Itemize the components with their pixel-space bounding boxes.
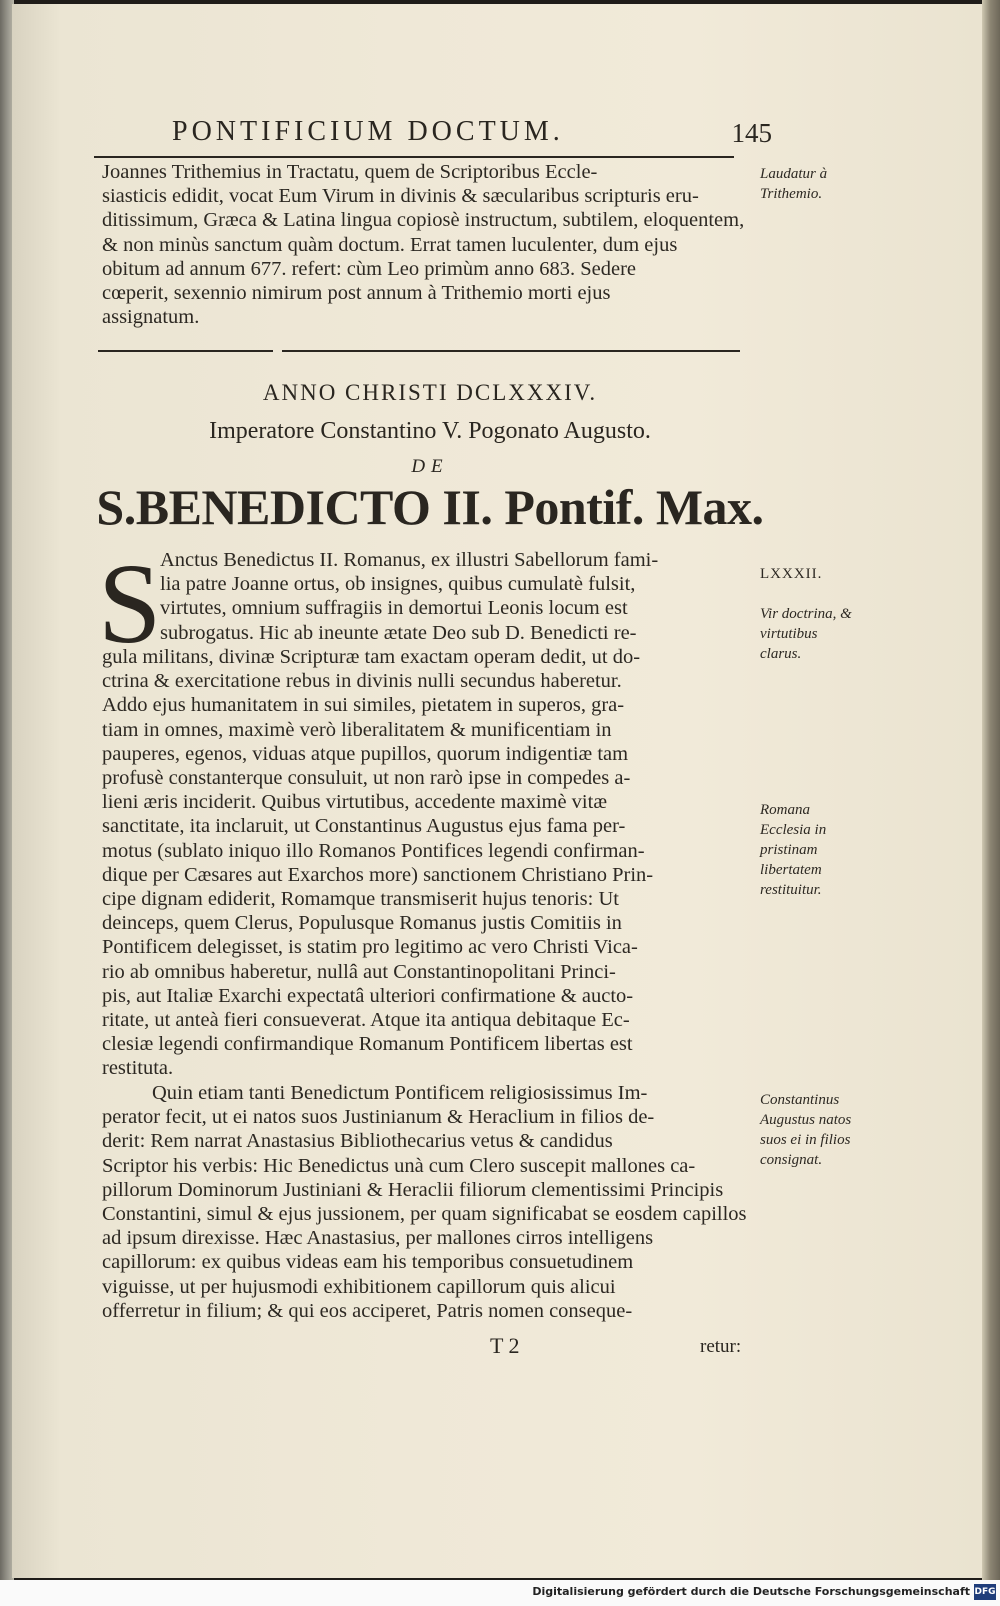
text-line: assignatum.: [102, 306, 200, 329]
text-line: viguisse, ut per hujusmodi exhibitionem capillorum quis alicui: [102, 1275, 616, 1298]
intro-paragraph: [102, 160, 752, 329]
header-rule: [94, 156, 734, 158]
text-line: cipe dignam ediderit, Romamque transmiserit hujus tenoris: Ut: [102, 888, 619, 911]
text-line: & non minùs sanctum quàm doctum. Errat tamen luculenter, dum ejus: [102, 233, 678, 256]
text-line: restituta.: [102, 1057, 174, 1080]
footer-credit: Digitalisierung gefördert durch die Deutsche Forschungsgemeinschaft: [532, 1585, 970, 1598]
page-number: 145: [731, 118, 772, 148]
text-line: tiam in omnes, maximè verò liberalitatem & munificentiam in: [102, 718, 612, 741]
text-line: Anctus Benedictus II. Romanus, ex illustri Sabellorum fami-: [160, 549, 659, 571]
text-line: dique per Cæsares aut Exarchos more) sanctionem Christiano Prin-: [102, 863, 654, 886]
footer-bar: [0, 1580, 1000, 1606]
text-line: virtutes, omnium suffragiis in demortui Leonis locum est: [160, 597, 628, 620]
text-line: perator fecit, ut ei natos suos Justinianum & Heraclium in filios de-: [102, 1106, 655, 1129]
text-line: ctrina & exercitatione rebus in divinis nulli secundus haberetur.: [102, 670, 622, 693]
text-line: ditissimum, Græca & Latina lingua copiosè instructum, subtilem, eloquentem,: [102, 209, 745, 232]
dfg-logo-icon: DFG: [974, 1584, 996, 1600]
drop-cap: S: [98, 540, 162, 667]
text-line: pis, aut Italiæ Exarchi expectatâ ulteriori confirmatione & aucto-: [102, 984, 634, 1007]
text-line: cœperit, sexennio nimirum post annum à Trithemio morti ejus: [102, 282, 611, 305]
text-line: Quin etiam tanti Benedictum Pontificem religiosissimus Im-: [152, 1082, 648, 1104]
text-line: deinceps, quem Clerus, Populusque Romanus justis Comitiis in: [102, 912, 622, 935]
text-line: Scriptor his verbis: Hic Benedictus unà cum Clero suscepit mallones ca-: [102, 1154, 696, 1177]
chapter-title: S.BENEDICTO II. Pontif. Max.: [96, 479, 764, 535]
anno-heading: ANNO CHRISTI DCLXXXIV.: [262, 380, 598, 405]
section-rule-right: [282, 350, 740, 352]
text-line: obitum ad annum 677. refert: cùm Leo primùm anno 683. Sedere: [102, 257, 637, 280]
text-line: sanctitate, ita inclaruit, ut Constantinus Augustus ejus fama per-: [102, 815, 626, 838]
para2: [102, 1081, 752, 1323]
catchword: retur:: [700, 1336, 742, 1357]
text-line: siasticis edidit, vocat Eum Virum in divinis & sæcularibus scripturis eru-: [102, 185, 699, 208]
text-line: Joannes Trithemius in Tractatu, quem de Scriptoribus Eccle-: [102, 161, 598, 183]
text-line: pauperes, egenos, viduas atque pupillos, quorum indigentiæ tam: [102, 742, 629, 765]
imperatore-heading: Imperatore Constantino V. Pogonato Augusto.: [209, 418, 651, 444]
margin-note: Romana Ecclesia in pristinam libertatem restituitur.: [760, 802, 827, 898]
text-line: Constantini, simul & ejus jussionem, per quam significabat se eosdem capillos: [102, 1203, 747, 1226]
text-line: rio ab omnibus haberetur, nullâ aut Constantinopolitani Princi-: [102, 960, 616, 983]
margin-note: Laudatur à Trithemio.: [760, 166, 828, 202]
text-line: lieni æris inciderit. Quibus virtutibus, accedente maximè vitæ: [102, 791, 607, 814]
text-line: motus (sublato iniquo illo Romanos Pontifices legendi confirman-: [102, 839, 645, 862]
page-edge: [982, 0, 1000, 1580]
de-heading: DE: [411, 456, 449, 477]
text-line: pillorum Dominorum Justiniani & Heraclii filiorum clementissimi Principis: [102, 1178, 724, 1201]
text-line: ad ipsum direxisse. Hæc Anastasius, per mallones cirros intelligens: [102, 1227, 654, 1250]
text-line: ritate, ut anteà fieri consueverat. Atque ita antiqua debitaque Ec-: [102, 1009, 630, 1032]
text-line: Pontificem delegisset, is statim pro legitimo ac vero Christi Vica-: [102, 936, 638, 959]
section-rule-left: [98, 350, 273, 352]
text-line: gula militans, divinæ Scripturæ tam exactam operam dedit, ut do-: [102, 646, 641, 668]
text-line: capillorum: ex quibus videas eam his temporibus consuetudinem: [102, 1251, 634, 1274]
running-title: PONTIFICIUM DOCTUM.: [172, 116, 564, 147]
text-line: derit: Rem narrat Anastasius Bibliothecarius vetus & candidus: [102, 1130, 613, 1153]
running-header: [172, 116, 772, 156]
margin-numeral: LXXXII.: [760, 566, 823, 582]
text-line: clesiæ legendi confirmandique Romanum Pontificem libertas est: [102, 1033, 633, 1056]
text-line: lia patre Joanne ortus, ob insignes, quibus cumulatè fulsit,: [160, 573, 636, 596]
text-line: profusè constanterque consuluit, ut non rarò ipse in compedes a-: [102, 767, 631, 790]
text-line: Addo ejus humanitatem in sui similes, pietatem in superos, gra-: [102, 694, 625, 717]
margin-note: Constantinus Augustus natos suos ei in filios consignat.: [760, 1092, 852, 1168]
text-line: subrogatus. Hic ab ineunte ætate Deo sub D. Benedicti re-: [160, 621, 637, 644]
margin-note: Vir doctrina, & virtutibus clarus.: [760, 606, 852, 662]
para1-indented: [160, 548, 752, 645]
text-line: offerretur in filium; & qui eos acciperet, Patris nomen conseque-: [102, 1299, 633, 1322]
signature-mark: T 2: [490, 1333, 520, 1358]
para1-body: [102, 645, 752, 1081]
